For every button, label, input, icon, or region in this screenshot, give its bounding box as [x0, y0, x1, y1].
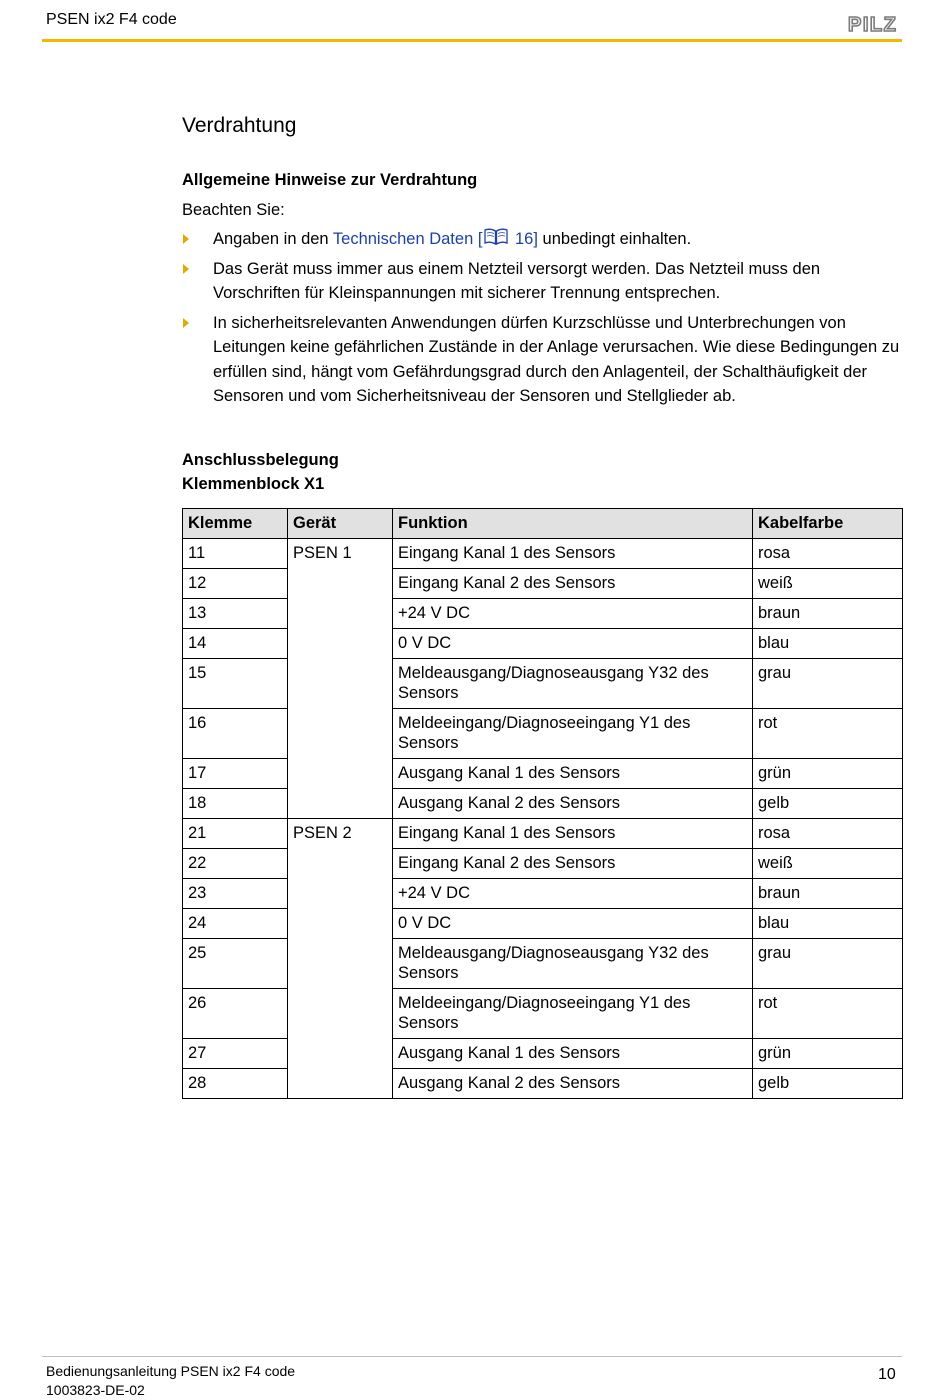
- section-title: Verdrahtung: [182, 114, 297, 137]
- table-row: [183, 538, 903, 568]
- device-cell: [288, 788, 393, 818]
- device-cell: [288, 658, 393, 708]
- footer-info: [46, 1362, 295, 1400]
- device-cell: [288, 988, 393, 1038]
- table-row: [183, 938, 903, 988]
- column-header: Klemme: [183, 508, 288, 538]
- device-cell: [288, 848, 393, 878]
- function-cell: Ausgang Kanal 2 des Sensors: [393, 1068, 753, 1098]
- table-row: [183, 1038, 903, 1068]
- function-cell: Ausgang Kanal 1 des Sensors: [393, 758, 753, 788]
- device-cell: [288, 758, 393, 788]
- terminal-table: [182, 508, 903, 1099]
- bullet-text: unbedingt einhalten.: [537, 230, 692, 248]
- table-row: [183, 658, 903, 708]
- cable-color-cell: grau: [753, 658, 903, 708]
- table-row: [183, 758, 903, 788]
- terminal-cell: 27: [183, 1038, 288, 1068]
- table-header-row: [183, 508, 903, 538]
- function-cell: Ausgang Kanal 2 des Sensors: [393, 788, 753, 818]
- book-icon: [483, 227, 509, 246]
- function-cell: Eingang Kanal 1 des Sensors: [393, 818, 753, 848]
- device-cell: [288, 568, 393, 598]
- bullet-text: Angaben in den: [213, 230, 333, 248]
- pinout-heading: Anschlussbelegung: [182, 450, 339, 469]
- terminal-cell: 18: [183, 788, 288, 818]
- function-cell: Eingang Kanal 1 des Sensors: [393, 538, 753, 568]
- list-item: [182, 257, 902, 306]
- device-cell: PSEN 2: [288, 818, 393, 848]
- cable-color-cell: gelb: [753, 1068, 903, 1098]
- device-cell: [288, 708, 393, 758]
- main-content: [182, 114, 902, 1099]
- function-cell: 0 V DC: [393, 628, 753, 658]
- cable-color-cell: gelb: [753, 788, 903, 818]
- function-cell: Meldeausgang/Diagnoseausgang Y32 des Sensors: [393, 658, 753, 708]
- bullet-arrow-icon: [183, 264, 189, 274]
- cable-color-cell: blau: [753, 628, 903, 658]
- terminal-cell: 25: [183, 938, 288, 988]
- device-cell: [288, 1068, 393, 1098]
- table-row: [183, 598, 903, 628]
- column-header: Funktion: [393, 508, 753, 538]
- table-row: [183, 708, 903, 758]
- device-cell: [288, 878, 393, 908]
- header-rule: [42, 39, 902, 42]
- cable-color-cell: blau: [753, 908, 903, 938]
- function-cell: Eingang Kanal 2 des Sensors: [393, 848, 753, 878]
- cable-color-cell: grau: [753, 938, 903, 988]
- wiring-notes-list: [182, 227, 902, 409]
- table-body: [183, 538, 903, 1098]
- terminal-cell: 13: [183, 598, 288, 628]
- table-row: [183, 568, 903, 598]
- table-row: [183, 788, 903, 818]
- manual-title: Bedienungsanleitung PSEN ix2 F4 code: [46, 1363, 296, 1379]
- column-header: Kabelfarbe: [753, 508, 903, 538]
- terminal-cell: 26: [183, 988, 288, 1038]
- function-cell: 0 V DC: [393, 908, 753, 938]
- terminal-block-heading: Klemmenblock X1: [182, 474, 325, 493]
- bullet-arrow-icon: [183, 234, 189, 244]
- pilz-logo: PILZ: [848, 14, 898, 36]
- table-row: [183, 628, 903, 658]
- footer-rule: [42, 1356, 902, 1357]
- general-notes-heading: Allgemeine Hinweise zur Verdrahtung: [182, 171, 478, 189]
- bullet-arrow-icon: [183, 318, 189, 328]
- terminal-cell: 15: [183, 658, 288, 708]
- terminal-cell: 24: [183, 908, 288, 938]
- header-title: PSEN ix2 F4 code: [46, 11, 177, 28]
- function-cell: +24 V DC: [393, 878, 753, 908]
- cable-color-cell: rot: [753, 988, 903, 1038]
- bullet-text: In sicherheitsrelevanten Anwendungen dürfen Kurzschlüsse und Unterbrechungen von Leitungen keine gefährlichen Zustände in der Anlage verursachen. Wie diese Bedingungen zu erfüllen sind, hängt vom Gefährdungsgrad durch den Anlagenteil, der Schalthäufigkeit der Sensoren und vom Sicherheitsniveau der Sensoren und Stellglieder ab.: [213, 313, 900, 405]
- device-cell: [288, 938, 393, 988]
- device-cell: [288, 1038, 393, 1068]
- terminal-cell: 17: [183, 758, 288, 788]
- document-number: 1003823-DE-02: [46, 1382, 145, 1398]
- cable-color-cell: rot: [753, 708, 903, 758]
- table-row: [183, 848, 903, 878]
- function-cell: +24 V DC: [393, 598, 753, 628]
- function-cell: Meldeeingang/Diagnoseeingang Y1 des Sensors: [393, 988, 753, 1038]
- function-cell: Meldeeingang/Diagnoseeingang Y1 des Sensors: [393, 708, 753, 758]
- terminal-cell: 11: [183, 538, 288, 568]
- table-row: [183, 988, 903, 1038]
- cable-color-cell: weiß: [753, 848, 903, 878]
- cable-color-cell: grün: [753, 758, 903, 788]
- table-row: [183, 908, 903, 938]
- terminal-cell: 22: [183, 848, 288, 878]
- terminal-cell: 16: [183, 708, 288, 758]
- intro-text: Beachten Sie:: [182, 201, 285, 219]
- table-row: [183, 878, 903, 908]
- list-item: [182, 227, 902, 252]
- bullet-text: Das Gerät muss immer aus einem Netzteil versorgt werden. Das Netzteil muss den Vorschriften für Kleinspannungen mit sicherer Trennung entsprechen.: [213, 259, 821, 302]
- terminal-cell: 12: [183, 568, 288, 598]
- table-row: [183, 1068, 903, 1098]
- technical-data-link[interactable]: Technischen Daten [ 16]: [333, 230, 538, 248]
- column-header: Gerät: [288, 508, 393, 538]
- cable-color-cell: braun: [753, 878, 903, 908]
- cable-color-cell: grün: [753, 1038, 903, 1068]
- list-item: [182, 311, 902, 409]
- device-cell: [288, 628, 393, 658]
- function-cell: Meldeausgang/Diagnoseausgang Y32 des Sensors: [393, 938, 753, 988]
- cable-color-cell: rosa: [753, 538, 903, 568]
- terminal-cell: 21: [183, 818, 288, 848]
- cable-color-cell: braun: [753, 598, 903, 628]
- terminal-cell: 23: [183, 878, 288, 908]
- cable-color-cell: weiß: [753, 568, 903, 598]
- function-cell: Eingang Kanal 2 des Sensors: [393, 568, 753, 598]
- function-cell: Ausgang Kanal 1 des Sensors: [393, 1038, 753, 1068]
- table-row: [183, 818, 903, 848]
- device-cell: [288, 908, 393, 938]
- cable-color-cell: rosa: [753, 818, 903, 848]
- terminal-cell: 28: [183, 1068, 288, 1098]
- device-cell: [288, 598, 393, 628]
- page-number: 10: [878, 1366, 896, 1383]
- terminal-cell: 14: [183, 628, 288, 658]
- device-cell: PSEN 1: [288, 538, 393, 568]
